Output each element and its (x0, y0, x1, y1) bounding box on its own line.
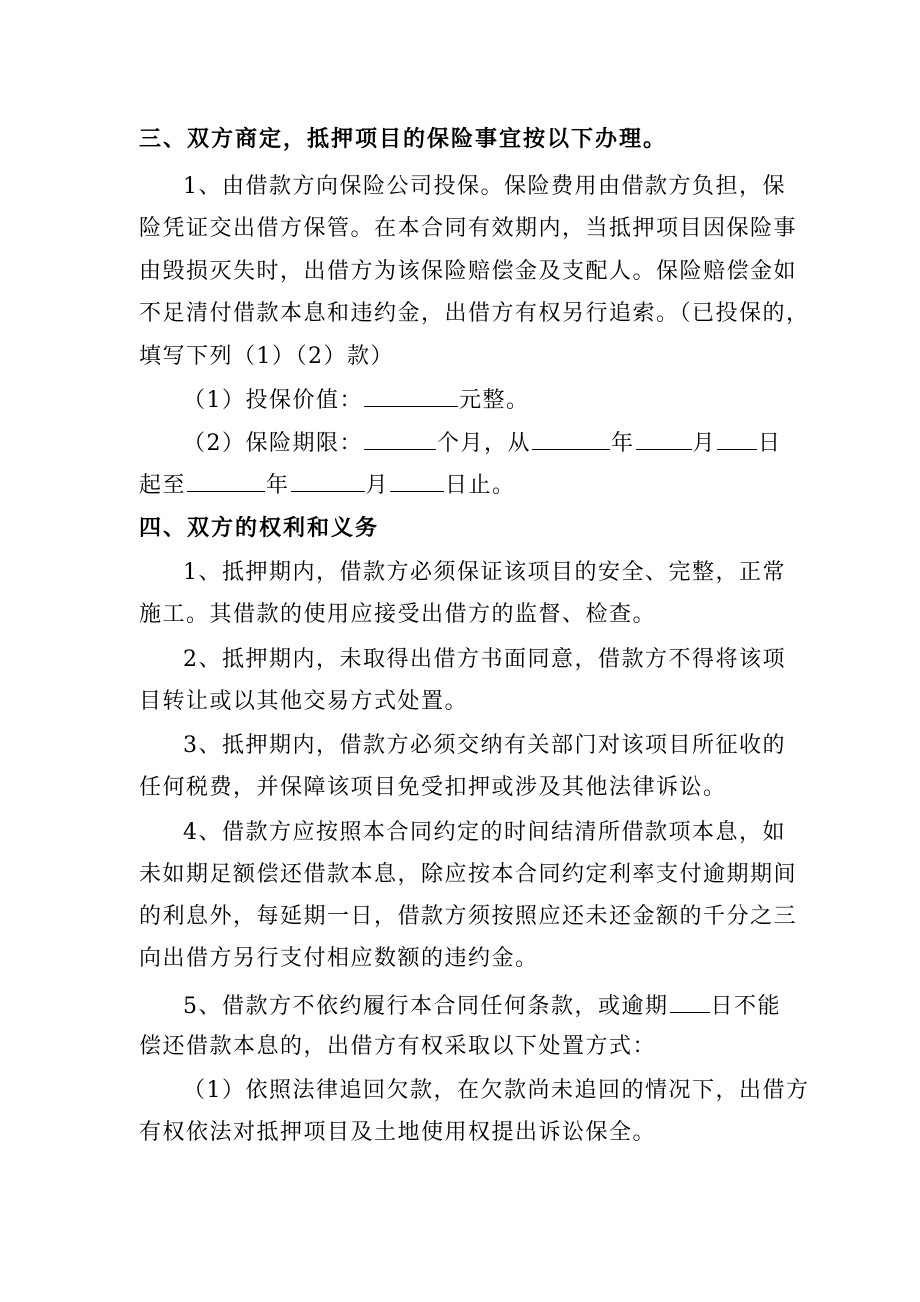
paragraph-line: 未如期足额偿还借款本息，除应按本合同约定利率支付逾期期间 (139, 862, 798, 887)
item-5-text: 5、借款方不依约履行本合同任何条款，或逾期 (183, 994, 669, 1019)
paragraph-line: 2、抵押期内，未取得出借方书面同意，借款方不得将该项 (183, 647, 786, 672)
end-month-text: 月 (365, 473, 390, 498)
paragraph-line: 施工。其借款的使用应接受出借方的监督、检查。 (139, 602, 657, 627)
start-day-text: 日 (758, 431, 782, 456)
section-3-heading: 三、双方商定，抵押项目的保险事宜按以下办理。 (139, 126, 668, 152)
item-5-line (183, 992, 781, 1020)
end-year-text: 年 (266, 473, 290, 498)
paragraph-line: 1、抵押期内，借款方必须保证该项目的安全、完整，正常 (183, 560, 786, 585)
paragraph-line: 1、由借款方向保险公司投保。保险费用由借款方负担，保 (183, 174, 786, 199)
paragraph-line: 有权依法对抵押项目及土地使用权提出诉讼保全。 (139, 1120, 657, 1145)
paragraph-line: 的利息外，每延期一日，借款方须按照应还未还金额的千分之三 (139, 904, 798, 929)
insured-value-line (183, 386, 530, 414)
insured-value-unit: 元整。 (459, 388, 530, 413)
paragraph-line: （1）依照法律追回欠款，在欠款尚未追回的情况下，出借方 (183, 1078, 810, 1103)
start-day-blank[interactable] (717, 429, 757, 450)
item-5-text-end: 日不能 (710, 994, 782, 1019)
start-year-blank[interactable] (532, 429, 610, 450)
insured-value-label: （1）投保价值： (183, 388, 363, 413)
term-months-blank[interactable] (364, 429, 436, 450)
insurance-term-label: （2）保险期限： (183, 431, 363, 456)
insurance-term-line (183, 429, 782, 457)
term-months-text: 个月，从 (437, 431, 532, 456)
end-day-text: 日止。 (445, 473, 516, 498)
paragraph-line: 偿还借款本息的，出借方有权采取以下处置方式： (139, 1034, 657, 1059)
paragraph-line: 任何税费，并保障该项目免受扣押或涉及其他法律诉讼。 (139, 775, 727, 800)
paragraph-line: 目转让或以其他交易方式处置。 (139, 689, 469, 714)
term-end-label: 起至 (139, 473, 187, 498)
start-year-text: 年 (611, 431, 635, 456)
overdue-days-blank[interactable] (670, 992, 710, 1013)
paragraph-line: 不足清付借款本息和违约金，出借方有权另行追索。（已投保的， (139, 301, 810, 326)
paragraph-line: 由毁损灭失时，出借方为该保险赔偿金及支配人。保险赔偿金如 (139, 259, 798, 284)
end-day-blank[interactable] (390, 471, 444, 492)
paragraph-line: 险凭证交出借方保管。在本合同有效期内，当抵押项目因保险事 (139, 216, 798, 241)
start-month-blank[interactable] (636, 429, 692, 450)
insured-value-blank[interactable] (364, 386, 458, 407)
end-year-blank[interactable] (187, 471, 265, 492)
paragraph-line: 3、抵押期内，借款方必须交纳有关部门对该项目所征收的 (183, 733, 786, 758)
end-month-blank[interactable] (291, 471, 365, 492)
paragraph-line: 填写下列（1）（2）款） (139, 344, 394, 369)
section-4-heading: 四、双方的权利和义务 (139, 515, 380, 541)
paragraph-line: 向出借方另行支付相应数额的违约金。 (139, 946, 539, 971)
paragraph-line: 4、借款方应按照本合同约定的时间结清所借款项本息，如 (183, 820, 786, 845)
start-month-text: 月 (692, 431, 717, 456)
insurance-term-end-line (139, 471, 516, 499)
